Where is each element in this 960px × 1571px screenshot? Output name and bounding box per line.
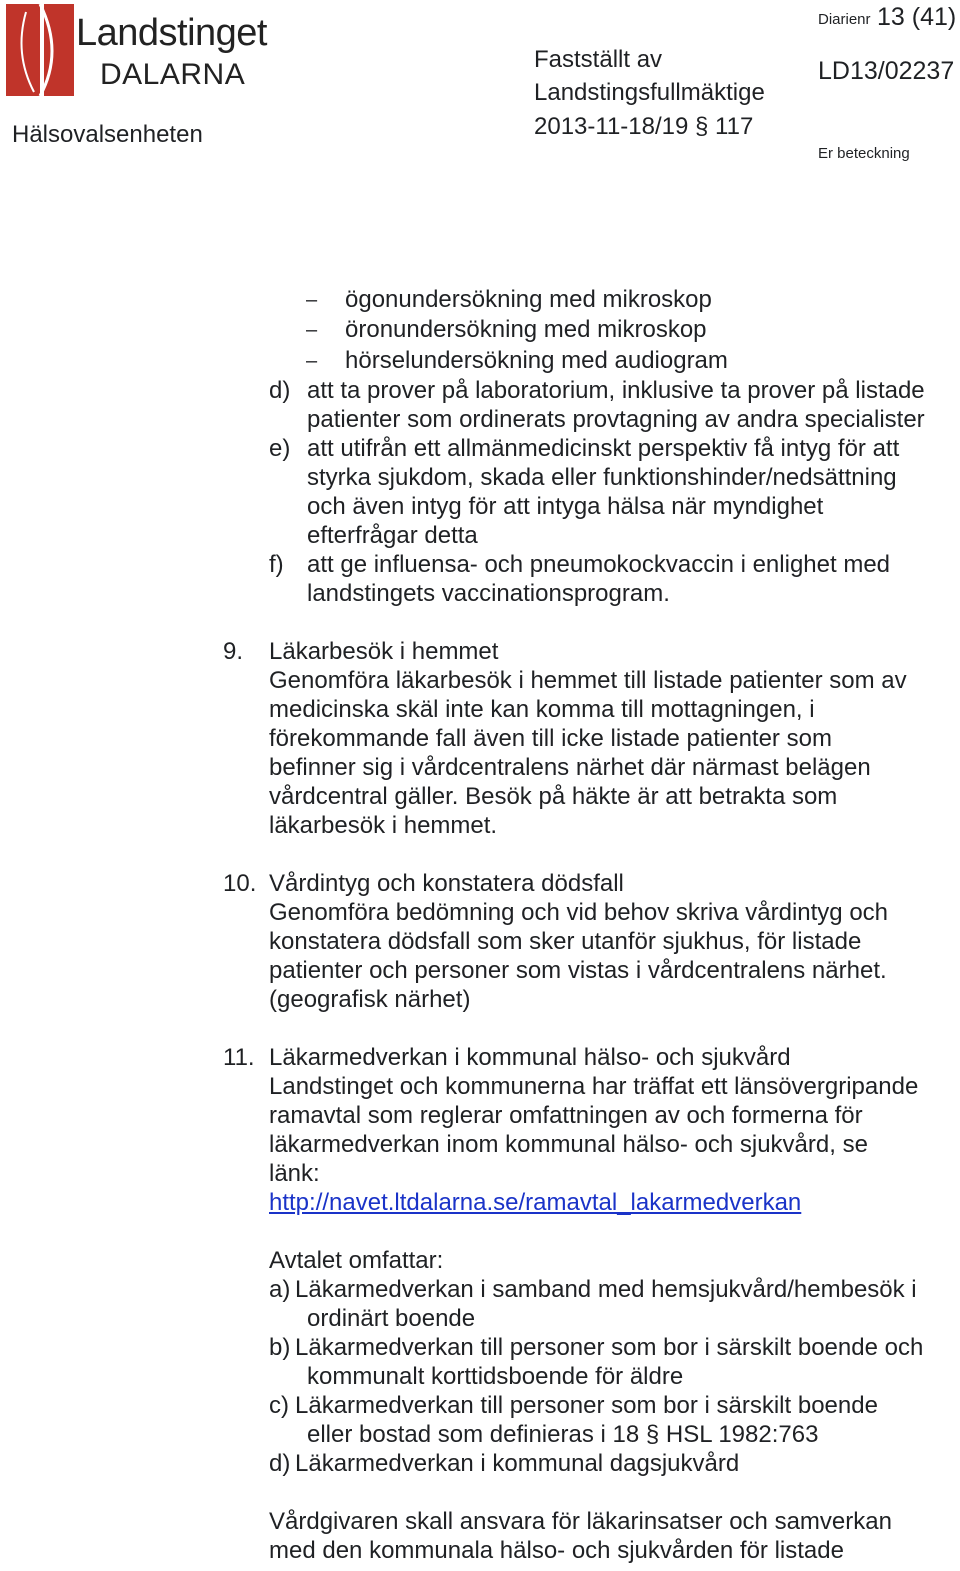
paragraph-line: (geografisk närhet) [269,986,471,1013]
list-item-line: styrka sjukdom, skada eller funktionshinder/nedsättning [307,464,897,491]
list-marker: d) [269,377,291,404]
list-item-line: att utifrån ett allmänmedicinskt perspektiv få intyg för att [307,435,900,462]
ramavtal-link[interactable]: http://navet.ltdalarna.se/ramavtal_lakarmedverkan [269,1189,802,1216]
paragraph-line: Genomföra bedömning och vid behov skriva vårdintyg och [269,899,889,926]
list-marker: b) [269,1334,291,1361]
dash-bullet: – [306,319,318,341]
list-item: ögonundersökning med mikroskop [345,286,712,313]
section-title: Vårdintyg och konstatera dödsfall [269,870,624,897]
paragraph-line: Landstinget och kommunerna har träffat ett länsövergripande [269,1073,919,1100]
diarie-label: Diarienr [818,11,871,28]
dash-bullet: – [306,350,318,372]
list-item-line: Läkarmedverkan till personer som bor i särskilt boende och [295,1334,924,1361]
list-item-line: patienter som ordinerats provtagning av andra specialister [307,406,925,433]
paragraph-line: läkarmedverkan inom kommunal hälso- och sjukvård, se [269,1131,868,1158]
approved-body-line: Landstingsfullmäktige [534,79,765,106]
section-number: 9. [223,638,244,665]
logo-mark-icon [4,2,76,98]
list-marker: e) [269,435,291,462]
paragraph-line: länk: [269,1160,320,1187]
list-item-line: att ge influensa- och pneumokockvaccin i enlighet med [307,551,891,578]
list-item: öronundersökning med mikroskop [345,316,707,343]
approved-by-line: Fastställt av [534,46,663,73]
section-number: 11. [223,1044,255,1071]
list-item: hörselundersökning med audiogram [345,347,728,374]
paragraph-line: patienter och personer som vistas i vårdcentralens närhet. [269,957,887,984]
list-marker: d) [269,1450,291,1477]
section-number: 10. [223,870,257,897]
list-item-line: efterfrågar detta [307,522,478,549]
paragraph-line: konstatera dödsfall som sker utanför sjukhus, för listade [269,928,862,955]
paragraph-line: Genomföra läkarbesök i hemmet till listade patienter som av [269,667,907,694]
dash-bullet: – [306,289,318,311]
reference-label: Er beteckning [818,145,910,162]
list-item-line: kommunalt korttidsboende för äldre [307,1363,684,1390]
landstinget-dalarna-logo [4,2,267,98]
list-item-line: att ta prover på laboratorium, inklusive ta prover på listade [307,377,925,404]
paragraph-line: befinner sig i vårdcentralens närhet där närmast belägen [269,754,871,781]
paragraph-line: vårdcentral gäller. Besök på häkte är att betrakta som [269,783,838,810]
section-title: Läkarbesök i hemmet [269,638,499,665]
paragraph-line: ramavtal som reglerar omfattningen av och formerna för [269,1102,863,1129]
list-item-line: ordinärt boende [307,1305,476,1332]
list-item-line: Läkarmedverkan i kommunal dagsjukvård [295,1450,740,1477]
list-marker: f) [269,551,284,578]
list-item-line: landstingets vaccinationsprogram. [307,580,670,607]
list-marker: a) [269,1276,291,1303]
section-title: Läkarmedverkan i kommunal hälso- och sjukvård [269,1044,791,1071]
list-item-line: eller bostad som definieras i 18 § HSL 1982:763 [307,1421,819,1448]
logo-subtitle: DALARNA [100,58,246,91]
approved-date-line: 2013-11-18/19 § 117 [534,113,754,140]
logo-title: Landstinget [76,12,267,54]
paragraph-line: läkarbesök i hemmet. [269,812,498,839]
diarie-number: LD13/02237 [818,57,955,85]
list-item-line: Läkarmedverkan i samband med hemsjukvård/hembesök i [295,1276,917,1303]
list-item-line: Läkarmedverkan till personer som bor i särskilt boende [295,1392,878,1419]
paragraph-line: med den kommunala hälso- och sjukvården för listade [269,1537,844,1564]
list-marker: c) [269,1392,289,1419]
paragraph-line: förekommande fall även till icke listade patienter som [269,725,832,752]
paragraph-line: medicinska skäl inte kan komma till mottagningen, i [269,696,815,723]
page-number: 13 (41) [877,3,957,31]
agreement-intro: Avtalet omfattar: [269,1247,444,1274]
paragraph-line: Vårdgivaren skall ansvara för läkarinsatser och samverkan [269,1508,892,1535]
list-item-line: och även intyg för att intyga hälsa när myndighet [307,493,824,520]
unit-name: Hälsovalsenheten [12,121,203,148]
